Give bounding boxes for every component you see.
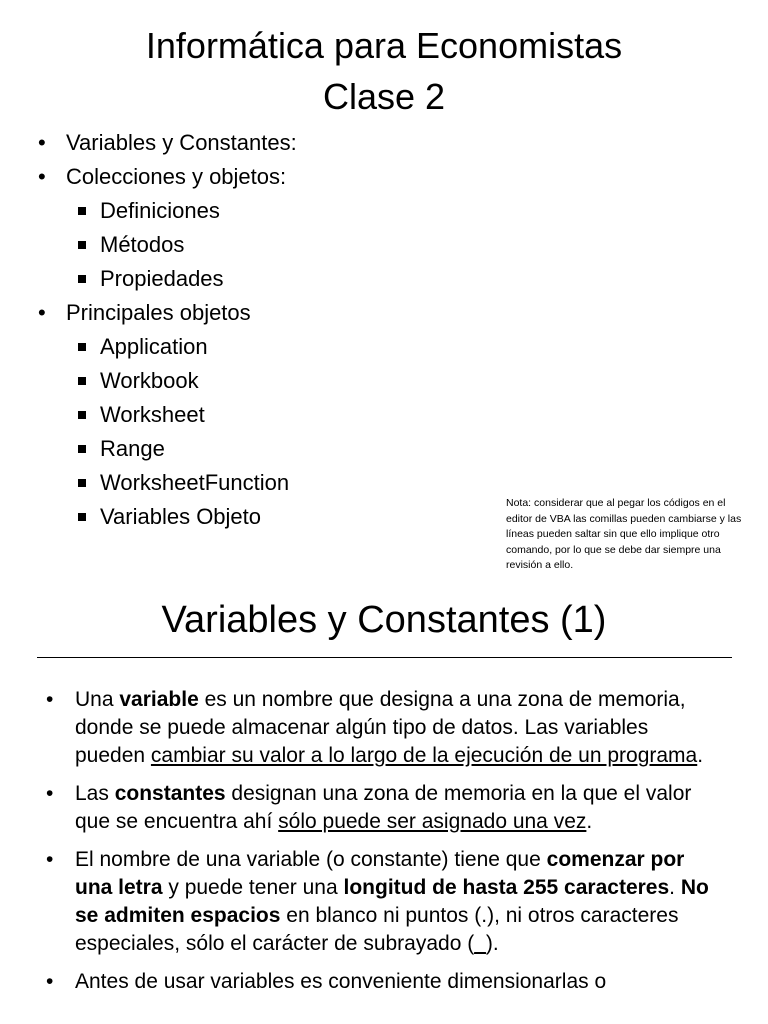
paragraph-dimensionar: • Antes de usar variables es conveniente dimensionarlas o [44,968,724,996]
outline-subitem-definiciones: Definiciones [38,194,478,228]
page-title-line-2: Clase 2 [322,76,446,117]
paragraph-constantes: • Las constantes designan una zona de memoria en la que el valor que se encuentra ahí sólo puede ser asignado una vez. [44,780,724,836]
underlined-phrase: cambiar su valor a lo largo de la ejecución de un programa [150,744,698,767]
outline-subitem-workbook: Workbook [38,364,478,398]
outline-subitem-propiedades: Propiedades [38,262,478,296]
term-variable: variable [119,688,199,711]
outline-subitem-metodos: Métodos [38,228,478,262]
outline-item-principales-objetos: • Principales objetos [38,296,478,330]
outline-subitem-worksheetfunction: WorksheetFunction [38,466,478,500]
term-longitud: longitud de hasta 255 caracteres [343,876,670,899]
outline-item-colecciones: • Colecciones y objetos: [38,160,478,194]
outline-subitem-application: Application [38,330,478,364]
definitions-list [44,686,724,1006]
divider [37,657,732,658]
note-text: Nota: considerar que al pegar los códigos en el editor de VBA las comillas pueden cambiarse y las líneas pueden saltar sin que ello implique otro comando, por lo que se debe dar siempre una revisión a ello. [506,497,742,571]
outline-subitem-variables-objeto: Variables Objeto [38,500,478,534]
term-constantes: constantes [114,782,226,805]
outline-list [38,126,478,534]
underlined-phrase: sólo puede ser asignado una vez [278,810,587,833]
paragraph-variable: • Una variable es un nombre que designa a una zona de memoria, donde se puede almacenar algún tipo de datos. Las variables pueden cambiar su valor a lo largo de la ejecución de un programa. [44,686,724,770]
outline-subitem-range: Range [38,432,478,466]
outline-subitem-worksheet: Worksheet [38,398,478,432]
underscore-char: _ [474,932,486,955]
paragraph-naming-rules: • El nombre de una variable (o constante) tiene que comenzar por una letra y puede tener una longitud de hasta 255 caracteres. No se admiten espacios en blanco ni puntos (.), ni otros caracteres especiales, sólo el carácter de subrayado (_). [44,846,724,958]
outline-item-variables: • Variables y Constantes: [38,126,478,160]
page-title-line-1: Informática para Economistas [145,25,623,66]
term-comenzar: comenzar por una letra [75,848,685,899]
term-espacios: No se admiten espacios [75,876,709,927]
section-title: Variables y Constantes (1) [161,599,607,641]
